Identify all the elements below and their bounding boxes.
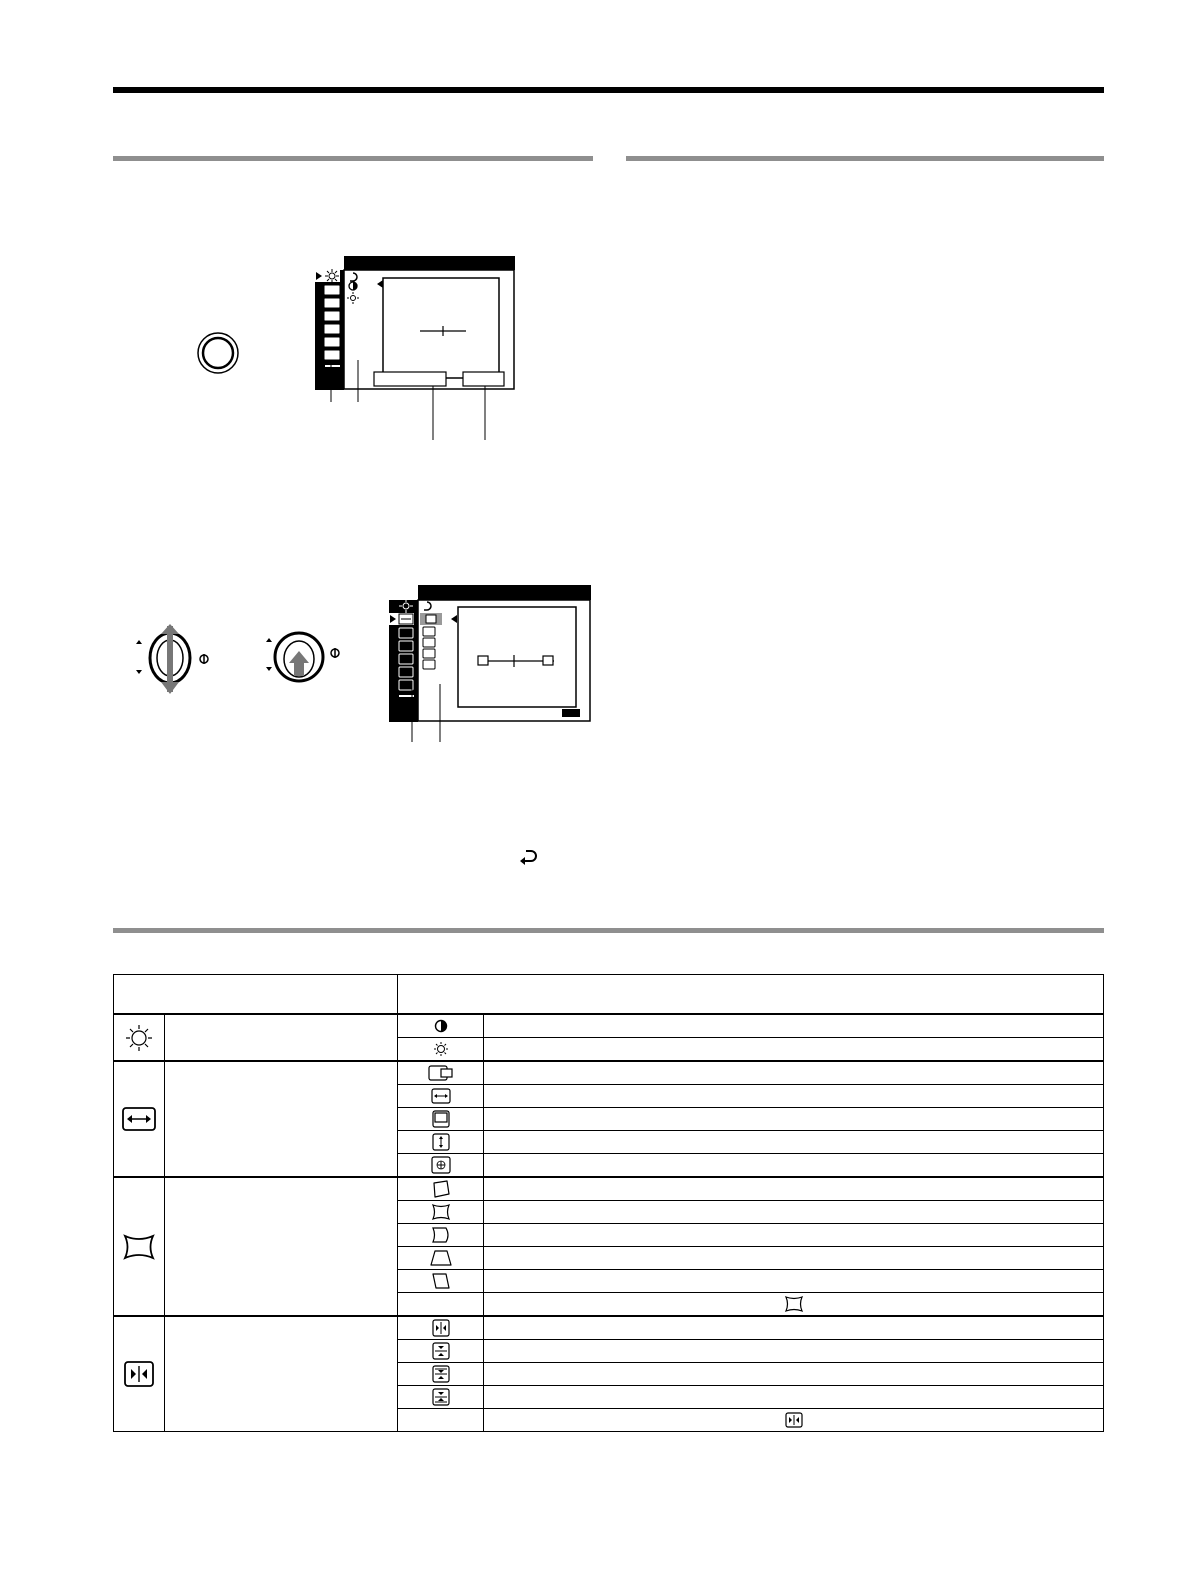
v-convergence-top-icon (398, 1363, 484, 1386)
h-size-icon (398, 1085, 484, 1108)
menu-name-cell (165, 1061, 398, 1177)
menu-name-cell (165, 1316, 398, 1432)
item-description-cell (484, 1108, 1104, 1131)
brightness-icon (398, 1038, 484, 1062)
menu-table (113, 974, 1104, 1432)
brightness-sun-icon (114, 1014, 165, 1061)
page-top-rule (113, 87, 1104, 93)
item-description-cell (484, 1177, 1104, 1201)
item-description-cell (484, 1386, 1104, 1409)
empty-icon-cell (398, 1293, 484, 1317)
v-center-icon (398, 1108, 484, 1131)
item-description-cell (484, 1131, 1104, 1154)
callout-lines-1 (320, 360, 520, 450)
section-rule-right (626, 156, 1104, 161)
item-description-cell (484, 1316, 1104, 1340)
control-button-press-illustration (259, 627, 349, 697)
menu-button-illustration (196, 331, 240, 375)
item-description-cell (484, 1014, 1104, 1038)
pin-balance-icon (398, 1224, 484, 1247)
key-balance-icon (398, 1270, 484, 1293)
geometry-pincushion-icon (114, 1177, 165, 1316)
menu-name-cell (165, 1177, 398, 1316)
table-header-row (114, 975, 1104, 1015)
geometry-pincushion-icon (785, 1296, 803, 1312)
item-description-cell (484, 1061, 1104, 1085)
item-description-cell (484, 1224, 1104, 1247)
v-convergence-bottom-icon (398, 1386, 484, 1409)
table-row (114, 1177, 1104, 1201)
section-rule-bottom (113, 928, 1104, 933)
item-description-cell (484, 1154, 1104, 1178)
table-row (114, 1014, 1104, 1038)
item-description-cell (484, 1340, 1104, 1363)
h-convergence-icon (398, 1316, 484, 1340)
pincushion-icon (398, 1201, 484, 1224)
item-description-cell (484, 1038, 1104, 1062)
return-icon (519, 849, 537, 865)
h-center-icon (398, 1061, 484, 1085)
size-center-icon (114, 1061, 165, 1177)
menu-name-cell (165, 1014, 398, 1061)
item-description-cell (484, 1363, 1104, 1386)
item-description-cell (484, 1270, 1104, 1293)
v-size-icon (398, 1131, 484, 1154)
section-rule-left (113, 156, 593, 161)
callout-lines-2 (400, 684, 460, 744)
table-row (114, 1061, 1104, 1085)
convergence-icon (785, 1412, 803, 1428)
item-description-cell (484, 1085, 1104, 1108)
table-header-items (398, 975, 1104, 1015)
rotation-icon (398, 1177, 484, 1201)
v-convergence-icon (398, 1340, 484, 1363)
contrast-icon (398, 1014, 484, 1038)
empty-icon-cell (398, 1409, 484, 1432)
item-description-cell (484, 1409, 1104, 1432)
item-description-cell (484, 1201, 1104, 1224)
table-row (114, 1316, 1104, 1340)
table-header-menu (114, 975, 398, 1015)
convergence-icon (114, 1316, 165, 1432)
item-description-cell (484, 1293, 1104, 1317)
keystone-icon (398, 1247, 484, 1270)
item-description-cell (484, 1247, 1104, 1270)
control-button-move-illustration (128, 622, 218, 697)
zoom-icon (398, 1154, 484, 1178)
